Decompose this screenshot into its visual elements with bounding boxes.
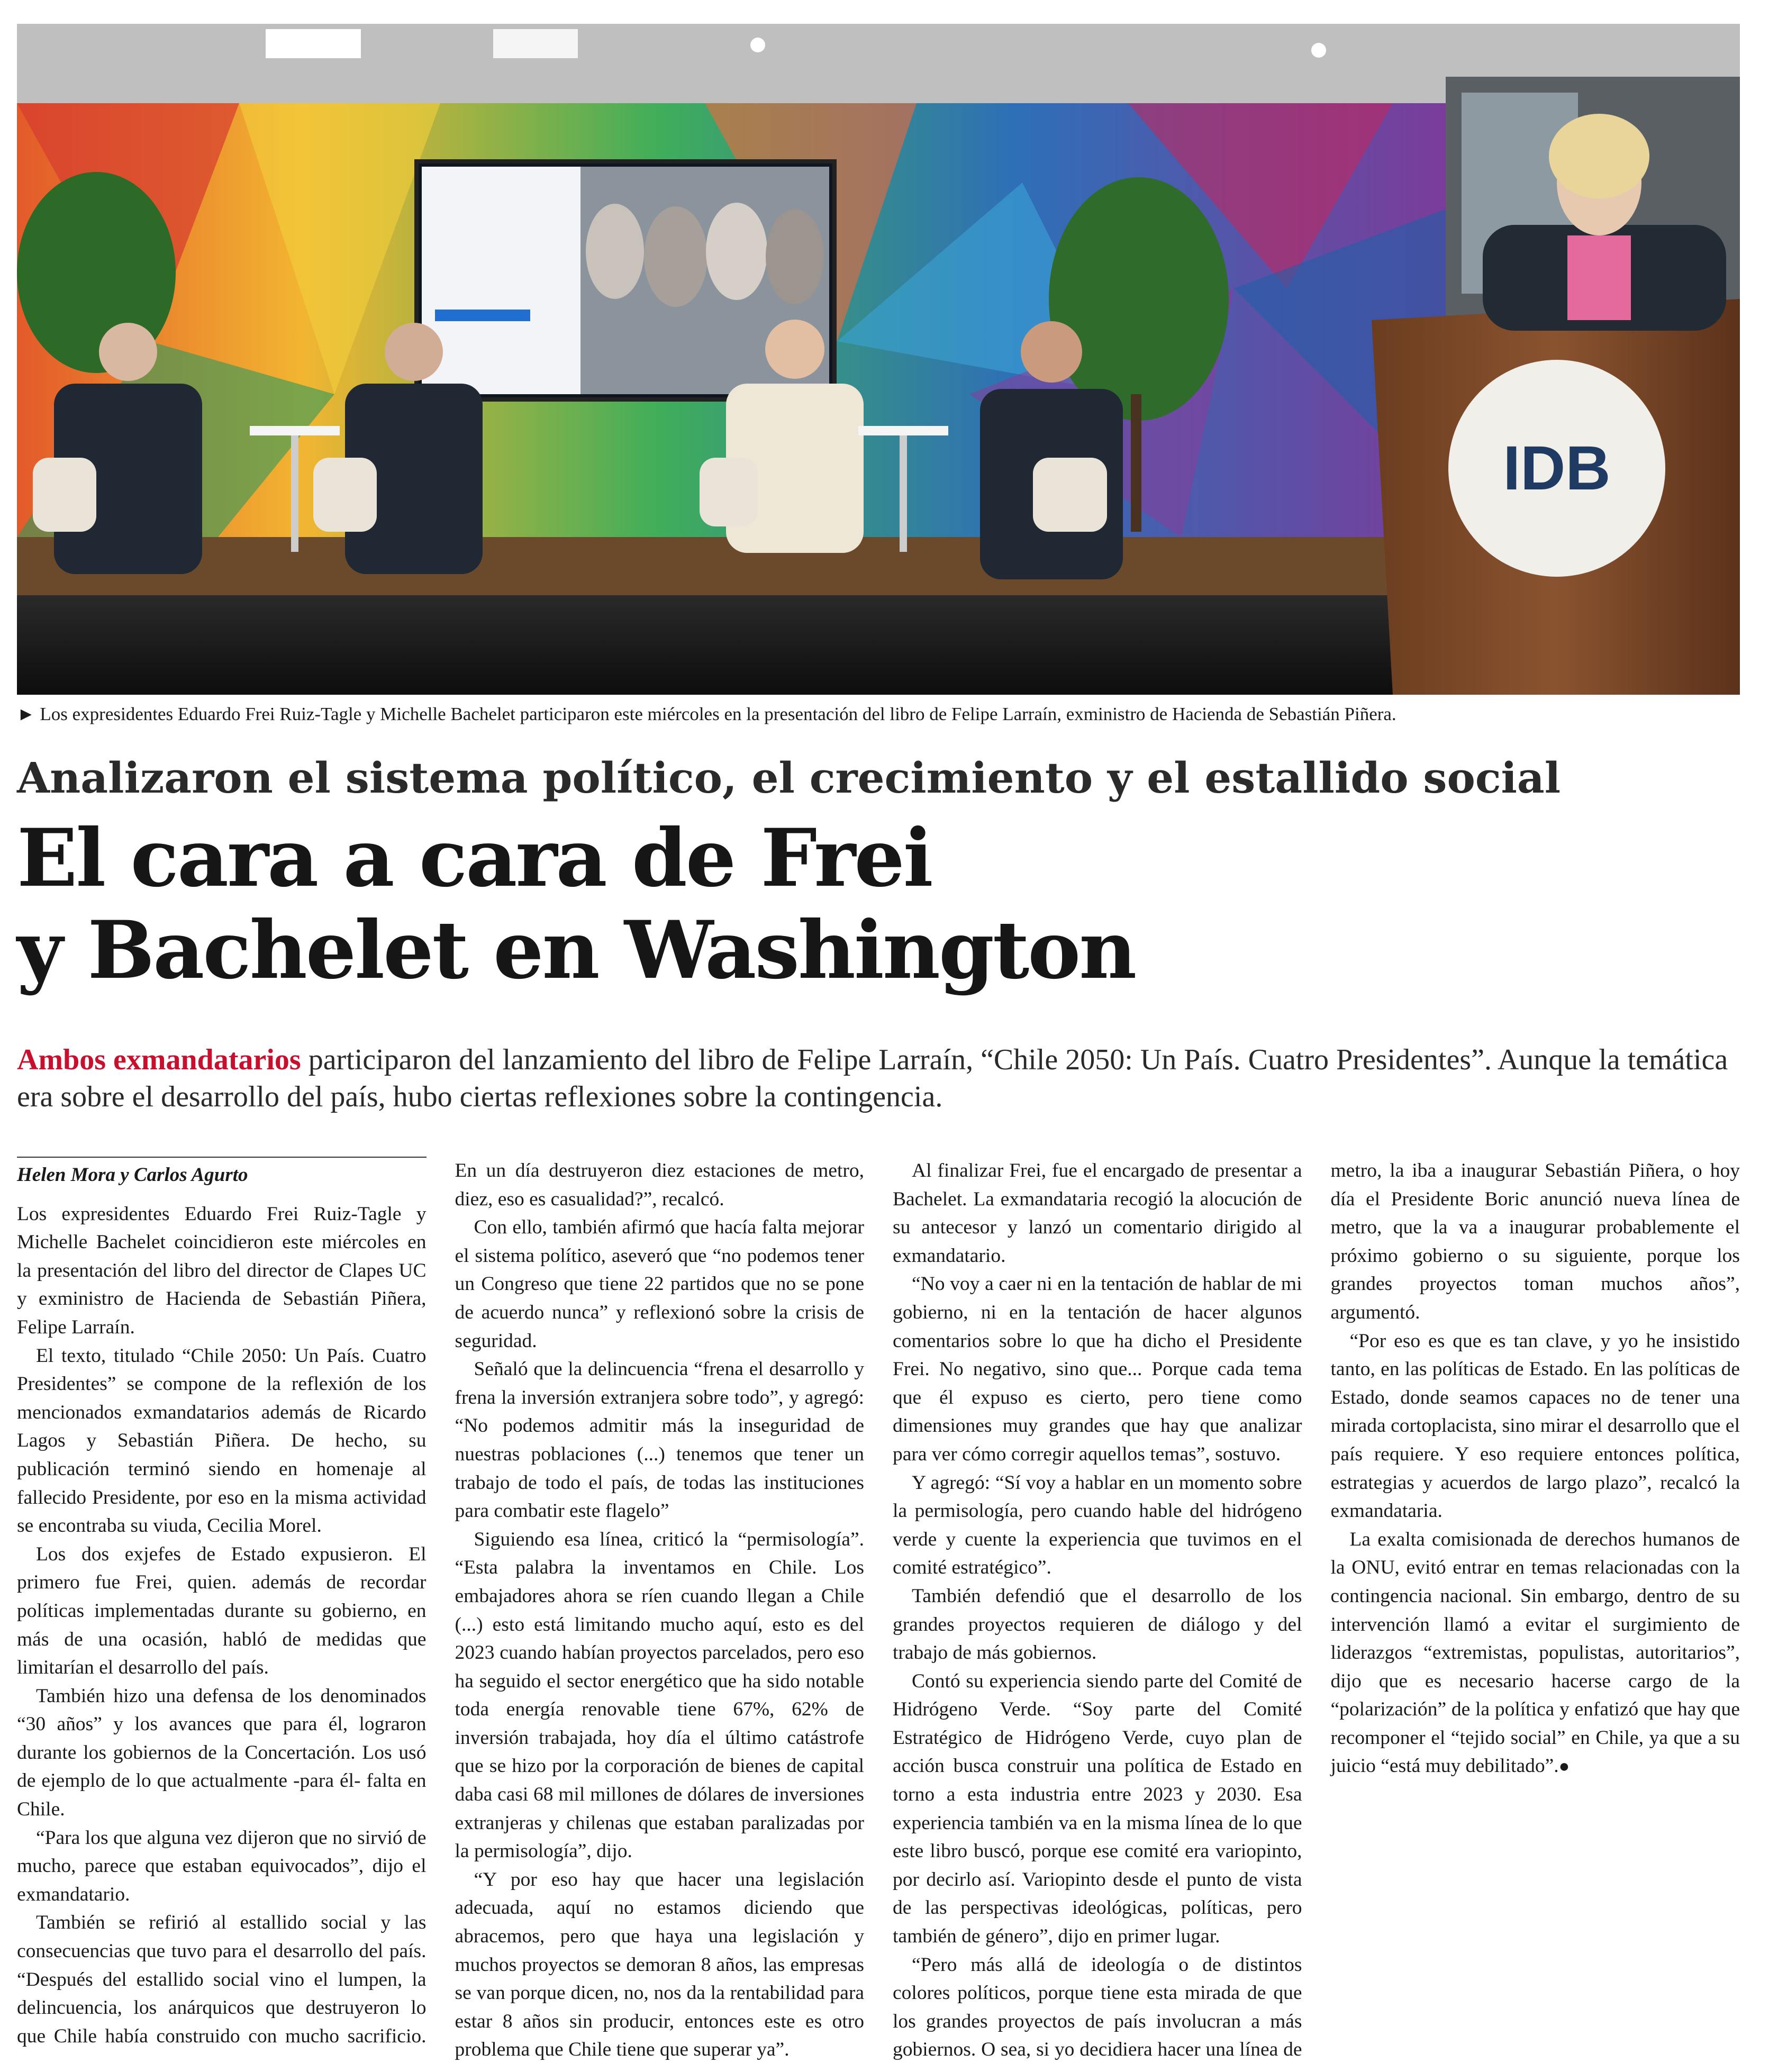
headline-line-2: y Bachelet en Washington <box>17 904 1136 997</box>
paragraph: “Por eso es que es tan clave, y yo he insistido tanto, en las políticas de Estado. En las políticas de Estado, donde seamos capaces no de tener una mirada cortoplacista, sino mirar el desarrollo que el país requiere. Y eso requiere entonces política, estrategias y acuerdos de largo plazo”, recalcó la exmandataria. <box>1330 1330 1740 1522</box>
paragraph: También se refirió al estallido social y las consecuencias que tuvo para el desarrollo del país. “Después del estallido social vino el lumpen, la delincuencia, los anárquicos que destruyeron lo que Chile había construido con mucho sacrificio. En un día destruyeron diez estaciones de metro, diez, eso es casualidad?”, recalcó. <box>17 1160 864 2047</box>
event-photo <box>17 24 1740 695</box>
photo-caption: ► Los expresidentes Eduardo Frei Ruiz-Tagle y Michelle Bachelet participaron este miércoles en la presentación del libro de Felipe Larraín, exministro de Hacienda de Sebastián Piñera. <box>17 704 1396 724</box>
paragraph: “Y por eso hay que hacer una legislación adecuada, aquí no estamos diciendo que abracemos, pero que haya una legislación y muchos proyectos se demoran 8 años, las empresas se van porque dicen, no, nos da la rentabilidad para estar 8 años sin producir, entonces este es otro problema que Chile tiene que superar ya”. <box>455 1868 864 2061</box>
deck-text: participaron del lanzamiento del libro de Felipe Larraín, “Chile 2050: Un País. Cuatro Presidentes”. Aunque la temática era sobre el desarrollo del país, hubo ciertas reflexiones sobre la contingencia. <box>17 1043 1728 1113</box>
end-mark-icon: ● <box>1558 1757 1570 1777</box>
paragraph: Los dos exjefes de Estado expusieron. El primero fue Frei, quien. además de recordar políticas implementadas durante su gobierno, en más de una ocasión, habló de medidas que limitarían el desarrollo del país. <box>17 1543 427 1679</box>
article-body <box>17 1157 1740 2067</box>
paragraph: Con ello, también afirmó que hacía falta mejorar el sistema político, aseveró que “no podemos tener un Congreso que tiene 22 partidos que no se pone de acuerdo nunca” y reflexionó sobre la crisis de seguridad. <box>455 1216 864 1352</box>
paragraph: Contó su experiencia siendo parte del Comité de Hidrógeno Verde. “Soy parte del Comité Estratégico de Hidrógeno Verde, cuyo plan de acción busca construir una política de Estado en torno a esta industria entre 2023 y 2030. Esa experiencia también va en la misma línea de lo que este libro buscó, porque ese comité era variopinto, por decirlo así. Variopinto desde el punto de vista de las perspectivas ideológicas, políticas, pero también de género”, dijo en primer lugar. <box>893 1670 1302 1948</box>
paragraph: También defendió que el desarrollo de los grandes proyectos requieren de diálogo y del trabajo de más gobiernos. <box>893 1585 1302 1664</box>
paragraph: Al finalizar Frei, fue el encargado de presentar a Bachelet. La exmandataria recogió la alocución de su antecesor y lanzó un comentario dirigido al exmandatario. <box>893 1160 1302 1267</box>
paragraph: Y agregó: “Sí voy a hablar en un momento sobre la permisología, pero cuando hable del hidrógeno verde y cuente la experiencia que tuvimos en el comité estratégico”. <box>893 1471 1302 1579</box>
last-paragraph <box>1331 1525 1740 1781</box>
byline: Helen Mora y Carlos Agurto <box>17 1157 427 1189</box>
deck-lead: Ambos exmandatarios <box>17 1043 301 1076</box>
paragraph: El texto, titulado “Chile 2050: Un País. Cuatro Presidentes” se compone de la reflexión de los mencionados exmandatarios además de Ricardo Lagos y Sebastián Piñera. De hecho, su publicación terminó siendo en homenaje al fallecido Presidente, por eso en la misma actividad se encontraba su viuda, Cecilia Morel. <box>17 1344 427 1537</box>
paragraph: Los expresidentes Eduardo Frei Ruiz-Tagle y Michelle Bachelet coincidieron este miércoles en la presentación del libro del director de Clapes UC y exministro de Hacienda de Sebastián Piñera, Felipe Larraín. <box>17 1203 427 1338</box>
paragraph: Señaló que la delincuencia “frena el desarrollo y frena la inversión extranjera sobre todo”, y agregó: “No podemos admitir más la inseguridad de nuestras poblaciones (...) tenemos que tener un trabajo de todo el país, de todas las instituciones para combatir este flagelo” <box>455 1358 864 1522</box>
headline <box>17 812 1753 996</box>
paragraph: Siguiendo esa línea, criticó la “permisología”. “Esta palabra la inventamos en Chile. Los embajadores ahora se ríen cuando llegan a Chile (...) esto está limitando mucho aquí, esto es del 2023 cuando habían proyectos parcelados, pero eso ha seguido el sector energético que ha sido notable toda energía renovable tiene 67%, 62% de inversión trabajada, hoy día el último catástrofe que se hizo por la corporación de bienes de capital daba casi 68 mil millones de dólares de inversiones extranjeras y chilenas que estaban paralizadas por la permisología”, dijo. <box>455 1528 864 1862</box>
event-photo-illustration <box>17 24 1740 695</box>
paragraph-text: La exalta comisionada de derechos humanos de la ONU, evitó entrar en temas relacionadas con la contingencia nacional. Sin embargo, dentro de su intervención llamó a evitar el surgimiento de liderazgos “extremistas, populistas, autoritarios”, dijo que es necesario hacerse cargo de la “polarización” de la política y enfatizó que hay que recomponer el “tejido social” en Chile, ya que a su juicio “está muy debilitado”. <box>1330 1528 1740 1777</box>
kicker: Analizaron el sistema político, el crecimiento y el estallido social <box>17 753 1561 803</box>
paragraph: También hizo una defensa de los denominados “30 años” y los avances que para él, lograron durante los gobiernos de la Concertación. Los usó de ejemplo de lo que actualmente -para él- falta en Chile. <box>17 1685 427 1821</box>
deck <box>17 1041 1753 1115</box>
paragraph: “Para los que alguna vez dijeron que no sirvió de mucho, parece que estaban equivocados”, dijo el exmandatario. <box>17 1826 427 1905</box>
podium-logo: IDB <box>1503 433 1611 503</box>
paragraph: “No voy a caer ni en la tentación de hablar de mi gobierno, ni en la tentación de hacer algunos comentarios sobre lo que ha dicho el Presidente Frei. No negativo, sino que... Porque cada tema que él expuso es cierto, pero tiene como dimensiones muy grandes que hay que analizar para ver cómo corregir aquellos temas”, sostuvo. <box>893 1273 1302 1465</box>
paragraph: “Pero más allá de ideología o de distintos colores políticos, porque tiene esta mirada de que los grandes proyectos de país involucran a más gobiernos. O sea, si yo decidiera hacer una línea de metro, la iba a inaugurar Sebastián Piñera, o hoy día el Presidente Boric anunció nueva línea de metro, que la va a inaugurar probablemente el próximo gobierno o su siguiente, porque los grandes proyectos toman muchos años”, argumentó. <box>893 1160 1740 2061</box>
headline-line-1: El cara a cara de Frei <box>17 812 932 905</box>
